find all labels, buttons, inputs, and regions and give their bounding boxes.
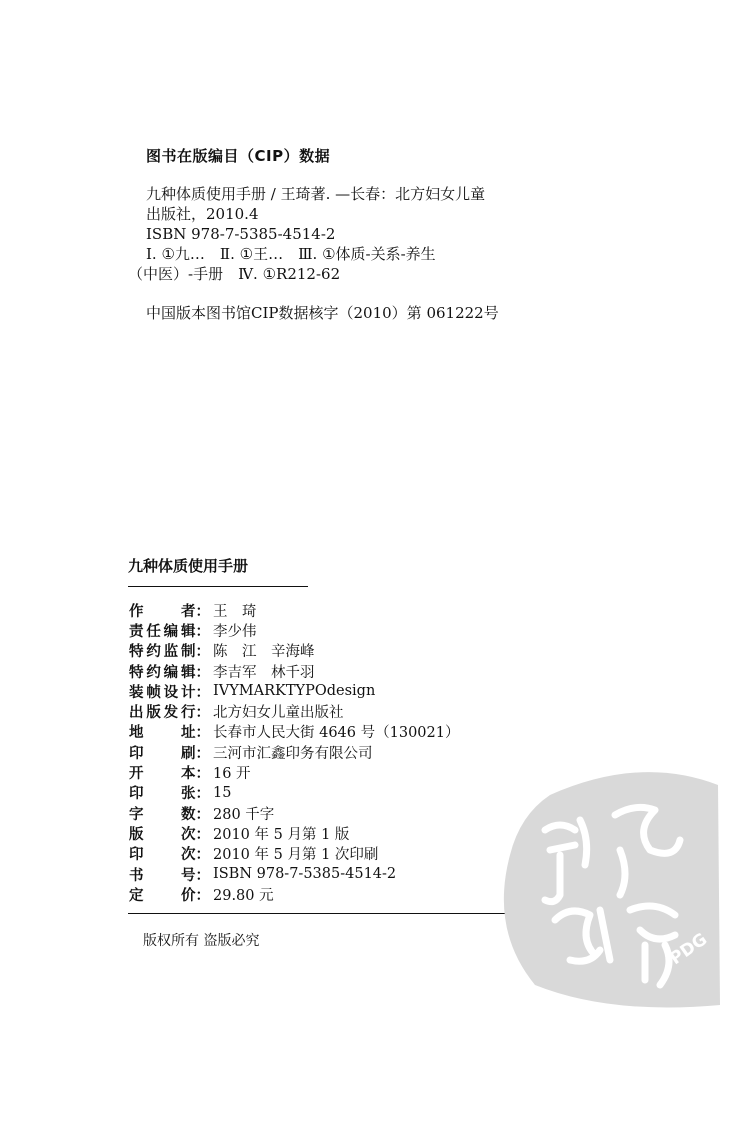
info-row [129, 742, 459, 762]
pdg-watermark-stamp [480, 760, 730, 1020]
info-row [129, 844, 459, 864]
info-row [129, 641, 459, 661]
cip-heading: 图书在版编目（CIP）数据 [146, 147, 331, 165]
info-value: IVYMARKTYPOdesign [213, 683, 376, 700]
info-label: 印 刷： [129, 745, 210, 762]
publication-info-list [129, 600, 459, 904]
info-row [129, 722, 459, 742]
info-value: 2010 年 5 月第 1 版 [213, 826, 350, 843]
cip-entry-line: 九种体质使用手册 / 王琦著. —长春：北方妇女儿童 [146, 185, 486, 203]
info-row [129, 681, 459, 701]
info-value: 王 琦 [213, 603, 257, 620]
info-label: 出 版 发 行： [129, 705, 210, 722]
info-value: ISBN 978-7-5385-4514-2 [213, 866, 397, 882]
info-row [129, 620, 459, 640]
info-row [129, 823, 459, 843]
info-label: 开 本： [129, 766, 210, 783]
info-label: 定 价： [129, 887, 210, 904]
title-rule [128, 586, 308, 587]
info-value: 16 开 [213, 766, 251, 783]
info-row [129, 661, 459, 681]
info-value: 陈 江 辛海峰 [213, 644, 315, 661]
info-label: 责 任 编 辑： [129, 623, 210, 640]
cip-entry-line: 出版社，2010.4 [146, 205, 259, 223]
info-value: 长春市人民大街 4646 号（130021） [213, 725, 460, 742]
cip-entry-line: （中医）-手册 Ⅳ. ①R212-62 [128, 265, 341, 283]
info-label: 装 帧 设 计： [129, 684, 210, 701]
info-value: 李吉军 林千羽 [213, 664, 315, 681]
info-label: 版 次： [129, 826, 210, 843]
info-row [129, 864, 459, 884]
info-row [129, 783, 459, 803]
info-label: 印 次： [129, 847, 210, 864]
rights-notice: 版权所有 盗版必究 [143, 933, 260, 949]
cip-catalog-number: 中国版本图书馆CIP数据核字（2010）第 061222号 [146, 304, 499, 322]
info-value: 280 千字 [213, 806, 275, 823]
info-label: 书 号： [129, 867, 210, 884]
info-label: 字 数： [129, 806, 210, 823]
info-label: 作 者： [129, 603, 210, 620]
info-label: 印 张： [129, 786, 210, 803]
info-row [129, 803, 459, 823]
info-value: 北方妇女儿童出版社 [213, 705, 344, 722]
book-title: 九种体质使用手册 [128, 557, 249, 575]
info-label: 地 址： [129, 725, 210, 742]
info-label: 特 约 监 制： [129, 644, 210, 661]
watermark-text: PDG [666, 929, 712, 970]
cip-entry-line: Ⅰ. ①九… Ⅱ. ①王… Ⅲ. ①体质-关系-养生 [146, 245, 436, 263]
info-value: 李少伟 [213, 623, 257, 640]
info-row [129, 600, 459, 620]
info-row [129, 762, 459, 782]
info-row [129, 884, 459, 904]
info-value: 15 [213, 784, 232, 801]
cip-entry-line: ISBN 978-7-5385-4514-2 [146, 225, 336, 243]
info-row [129, 701, 459, 721]
info-value: 29.80 元 [213, 887, 274, 904]
info-label: 特 约 编 辑： [129, 664, 210, 681]
info-value: 三河市汇鑫印务有限公司 [213, 745, 373, 762]
info-value: 2010 年 5 月第 1 次印刷 [213, 847, 379, 864]
